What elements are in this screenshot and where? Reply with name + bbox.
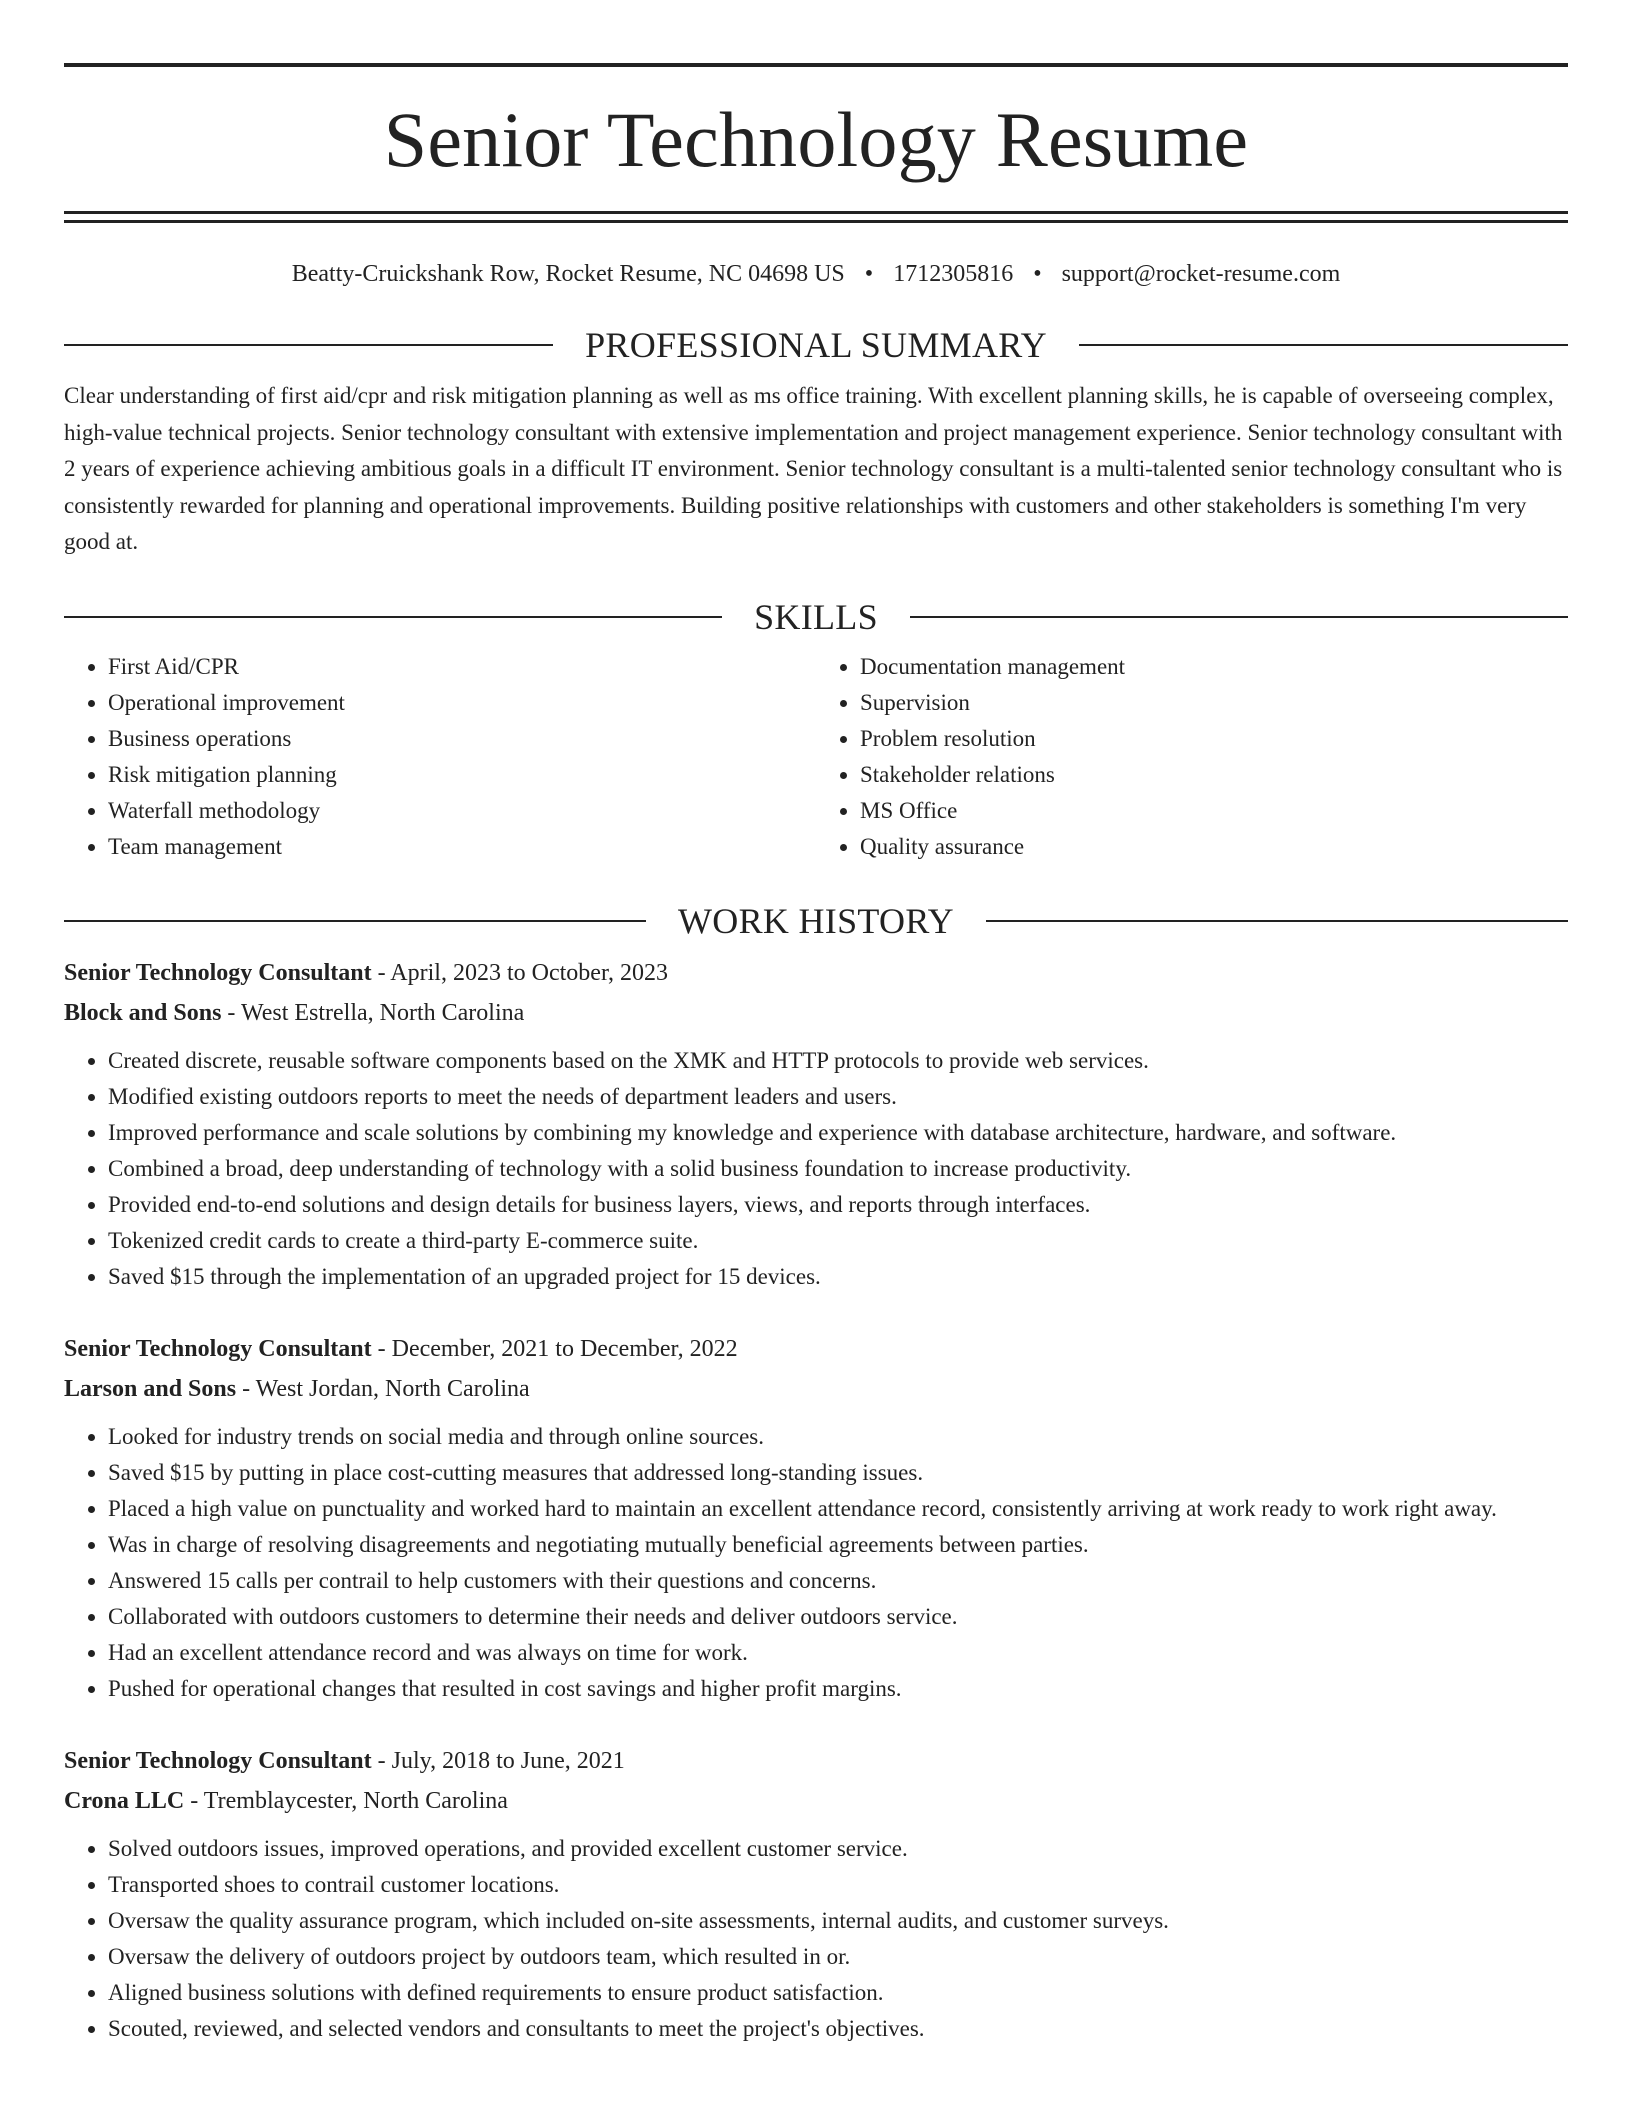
- job-company: Larson and Sons: [64, 1375, 237, 1402]
- skill-item: • Stakeholder relations: [860, 757, 1568, 793]
- heading-rule: [64, 920, 646, 922]
- job-dates: - April, 2023 to October, 2023: [371, 959, 668, 986]
- job-company-line: [64, 1781, 1568, 1821]
- skill-item: • Risk mitigation planning: [108, 757, 816, 793]
- job-title: Senior Technology Consultant: [64, 959, 372, 986]
- job-bullet: • Oversaw the quality assurance program, which included on-site assessments, internal audits, and customer surveys.: [108, 1903, 1568, 1939]
- skill-item: • Operational improvement: [108, 685, 816, 721]
- heading-rule: [910, 616, 1568, 618]
- skills-column-left: [64, 649, 816, 865]
- job-bullet: • Aligned business solutions with defined requirements to ensure product satisfaction.: [108, 1975, 1568, 2011]
- contact-separator: •: [864, 261, 874, 287]
- job-bullet: • Modified existing outdoors reports to meet the needs of department leaders and users.: [108, 1079, 1568, 1115]
- job-bullet: • Answered 15 calls per contrail to help customers with their questions and concerns.: [108, 1563, 1568, 1599]
- job-entry: [64, 953, 1568, 1295]
- section-title: PROFESSIONAL SUMMARY: [585, 325, 1047, 365]
- job-company: Block and Sons: [64, 999, 222, 1026]
- contact-line: [64, 259, 1568, 289]
- job-dates: - December, 2021 to December, 2022: [371, 1335, 738, 1362]
- skill-item: • Documentation management: [860, 649, 1568, 685]
- top-rule: [64, 63, 1568, 67]
- job-bullets: [64, 1419, 1568, 1707]
- job-bullet: • Collaborated with outdoors customers to determine their needs and deliver outdoors service.: [108, 1599, 1568, 1635]
- resume-page: [64, 0, 1568, 2047]
- job-location: - West Estrella, North Carolina: [221, 999, 525, 1026]
- skill-item: • Problem resolution: [860, 721, 1568, 757]
- skill-item: • Supervision: [860, 685, 1568, 721]
- skill-item: • MS Office: [860, 793, 1568, 829]
- work-history-list: [64, 953, 1568, 2047]
- job-bullet: • Combined a broad, deep understanding of technology with a solid business foundation to increase productivity.: [108, 1151, 1568, 1187]
- section-title: SKILLS: [754, 596, 878, 637]
- heading-rule: [1079, 344, 1568, 346]
- skill-item: • Waterfall methodology: [108, 793, 816, 829]
- job-bullet: • Provided end-to-end solutions and design details for business layers, views, and reports through interfaces.: [108, 1187, 1568, 1223]
- contact-separator: •: [1033, 261, 1042, 287]
- job-entry: [64, 1741, 1568, 2047]
- contact-address: Beatty-Cruickshank Row, Rocket Resume, NC 04698 US: [291, 261, 845, 287]
- job-bullet: • Tokenized credit cards to create a third-party E-commerce suite.: [108, 1223, 1568, 1259]
- job-entry: [64, 1329, 1568, 1707]
- job-company-line: [64, 993, 1568, 1033]
- title-double-rule: [64, 211, 1568, 223]
- skill-item: • Quality assurance: [860, 829, 1568, 865]
- contact-phone: 1712305816: [893, 261, 1014, 287]
- section-heading-skills: [64, 597, 1568, 637]
- job-title-line: [64, 953, 1568, 993]
- skill-item: • Business operations: [108, 721, 816, 757]
- heading-rule: [64, 344, 553, 346]
- job-title-line: [64, 1329, 1568, 1369]
- job-dates: - July, 2018 to June, 2021: [371, 1747, 625, 1774]
- job-bullet: • Saved $15 through the implementation of an upgraded project for 15 devices.: [108, 1259, 1568, 1295]
- job-location: - West Jordan, North Carolina: [236, 1375, 530, 1402]
- job-bullet: • Saved $15 by putting in place cost-cutting measures that addressed long-standing issues.: [108, 1455, 1568, 1491]
- job-bullet: • Had an excellent attendance record and was always on time for work.: [108, 1635, 1568, 1671]
- job-bullets: [64, 1043, 1568, 1295]
- section-title: WORK HISTORY: [678, 900, 954, 941]
- job-bullets: [64, 1831, 1568, 2047]
- job-bullet: • Oversaw the delivery of outdoors project by outdoors team, which resulted in or.: [108, 1939, 1568, 1975]
- skill-item: • First Aid/CPR: [108, 649, 816, 685]
- job-bullet: • Pushed for operational changes that resulted in cost savings and higher profit margins.: [108, 1671, 1568, 1707]
- job-bullet: • Was in charge of resolving disagreements and negotiating mutually beneficial agreements between parties.: [108, 1527, 1568, 1563]
- heading-rule: [986, 920, 1568, 922]
- summary-text: Clear understanding of first aid/cpr and risk mitigation planning as well as ms office training. With excellent planning skills, he is capable of overseeing complex, high-value technical projects. Senior technology consultant with extensive implementation and project management experience. Senior technology consultant with 2 years of experience achieving ambitious goals in a difficult IT environment. Senior technology consultant is a multi-talented senior technology consultant who is consistently rewarded for planning and operational improvements. Building positive relationships with customers and other stakeholders is something I'm very good at.: [64, 383, 1563, 554]
- job-company-line: [64, 1369, 1568, 1409]
- job-title: Senior Technology Consultant: [64, 1335, 372, 1362]
- job-bullet: • Transported shoes to contrail customer locations.: [108, 1867, 1568, 1903]
- job-bullet: • Created discrete, reusable software components based on the XMK and HTTP protocols to provide web services.: [108, 1043, 1568, 1079]
- job-title: Senior Technology Consultant: [64, 1747, 372, 1774]
- job-company: Crona LLC: [64, 1787, 185, 1814]
- skills-column-right: [816, 649, 1568, 865]
- section-heading-summary: [64, 325, 1568, 365]
- resume-title: Senior Technology Resume: [383, 96, 1249, 183]
- job-title-line: [64, 1741, 1568, 1781]
- job-bullet: • Looked for industry trends on social media and through online sources.: [108, 1419, 1568, 1455]
- section-heading-work: [64, 901, 1568, 941]
- job-bullet: • Scouted, reviewed, and selected vendors and consultants to meet the project's objectives.: [108, 2011, 1568, 2047]
- heading-rule: [64, 616, 722, 618]
- skill-item: • Team management: [108, 829, 816, 865]
- job-bullet: • Placed a high value on punctuality and worked hard to maintain an excellent attendance record, consistently arriving at work ready to work right away.: [108, 1491, 1568, 1527]
- job-bullet: • Solved outdoors issues, improved operations, and provided excellent customer service.: [108, 1831, 1568, 1867]
- skills-list: [64, 649, 1568, 865]
- contact-email: support@rocket-resume.com: [1061, 261, 1341, 287]
- job-bullet: • Improved performance and scale solutions by combining my knowledge and experience with database architecture, hardware, and software.: [108, 1115, 1568, 1151]
- job-location: - Tremblaycester, North Carolina: [184, 1787, 508, 1814]
